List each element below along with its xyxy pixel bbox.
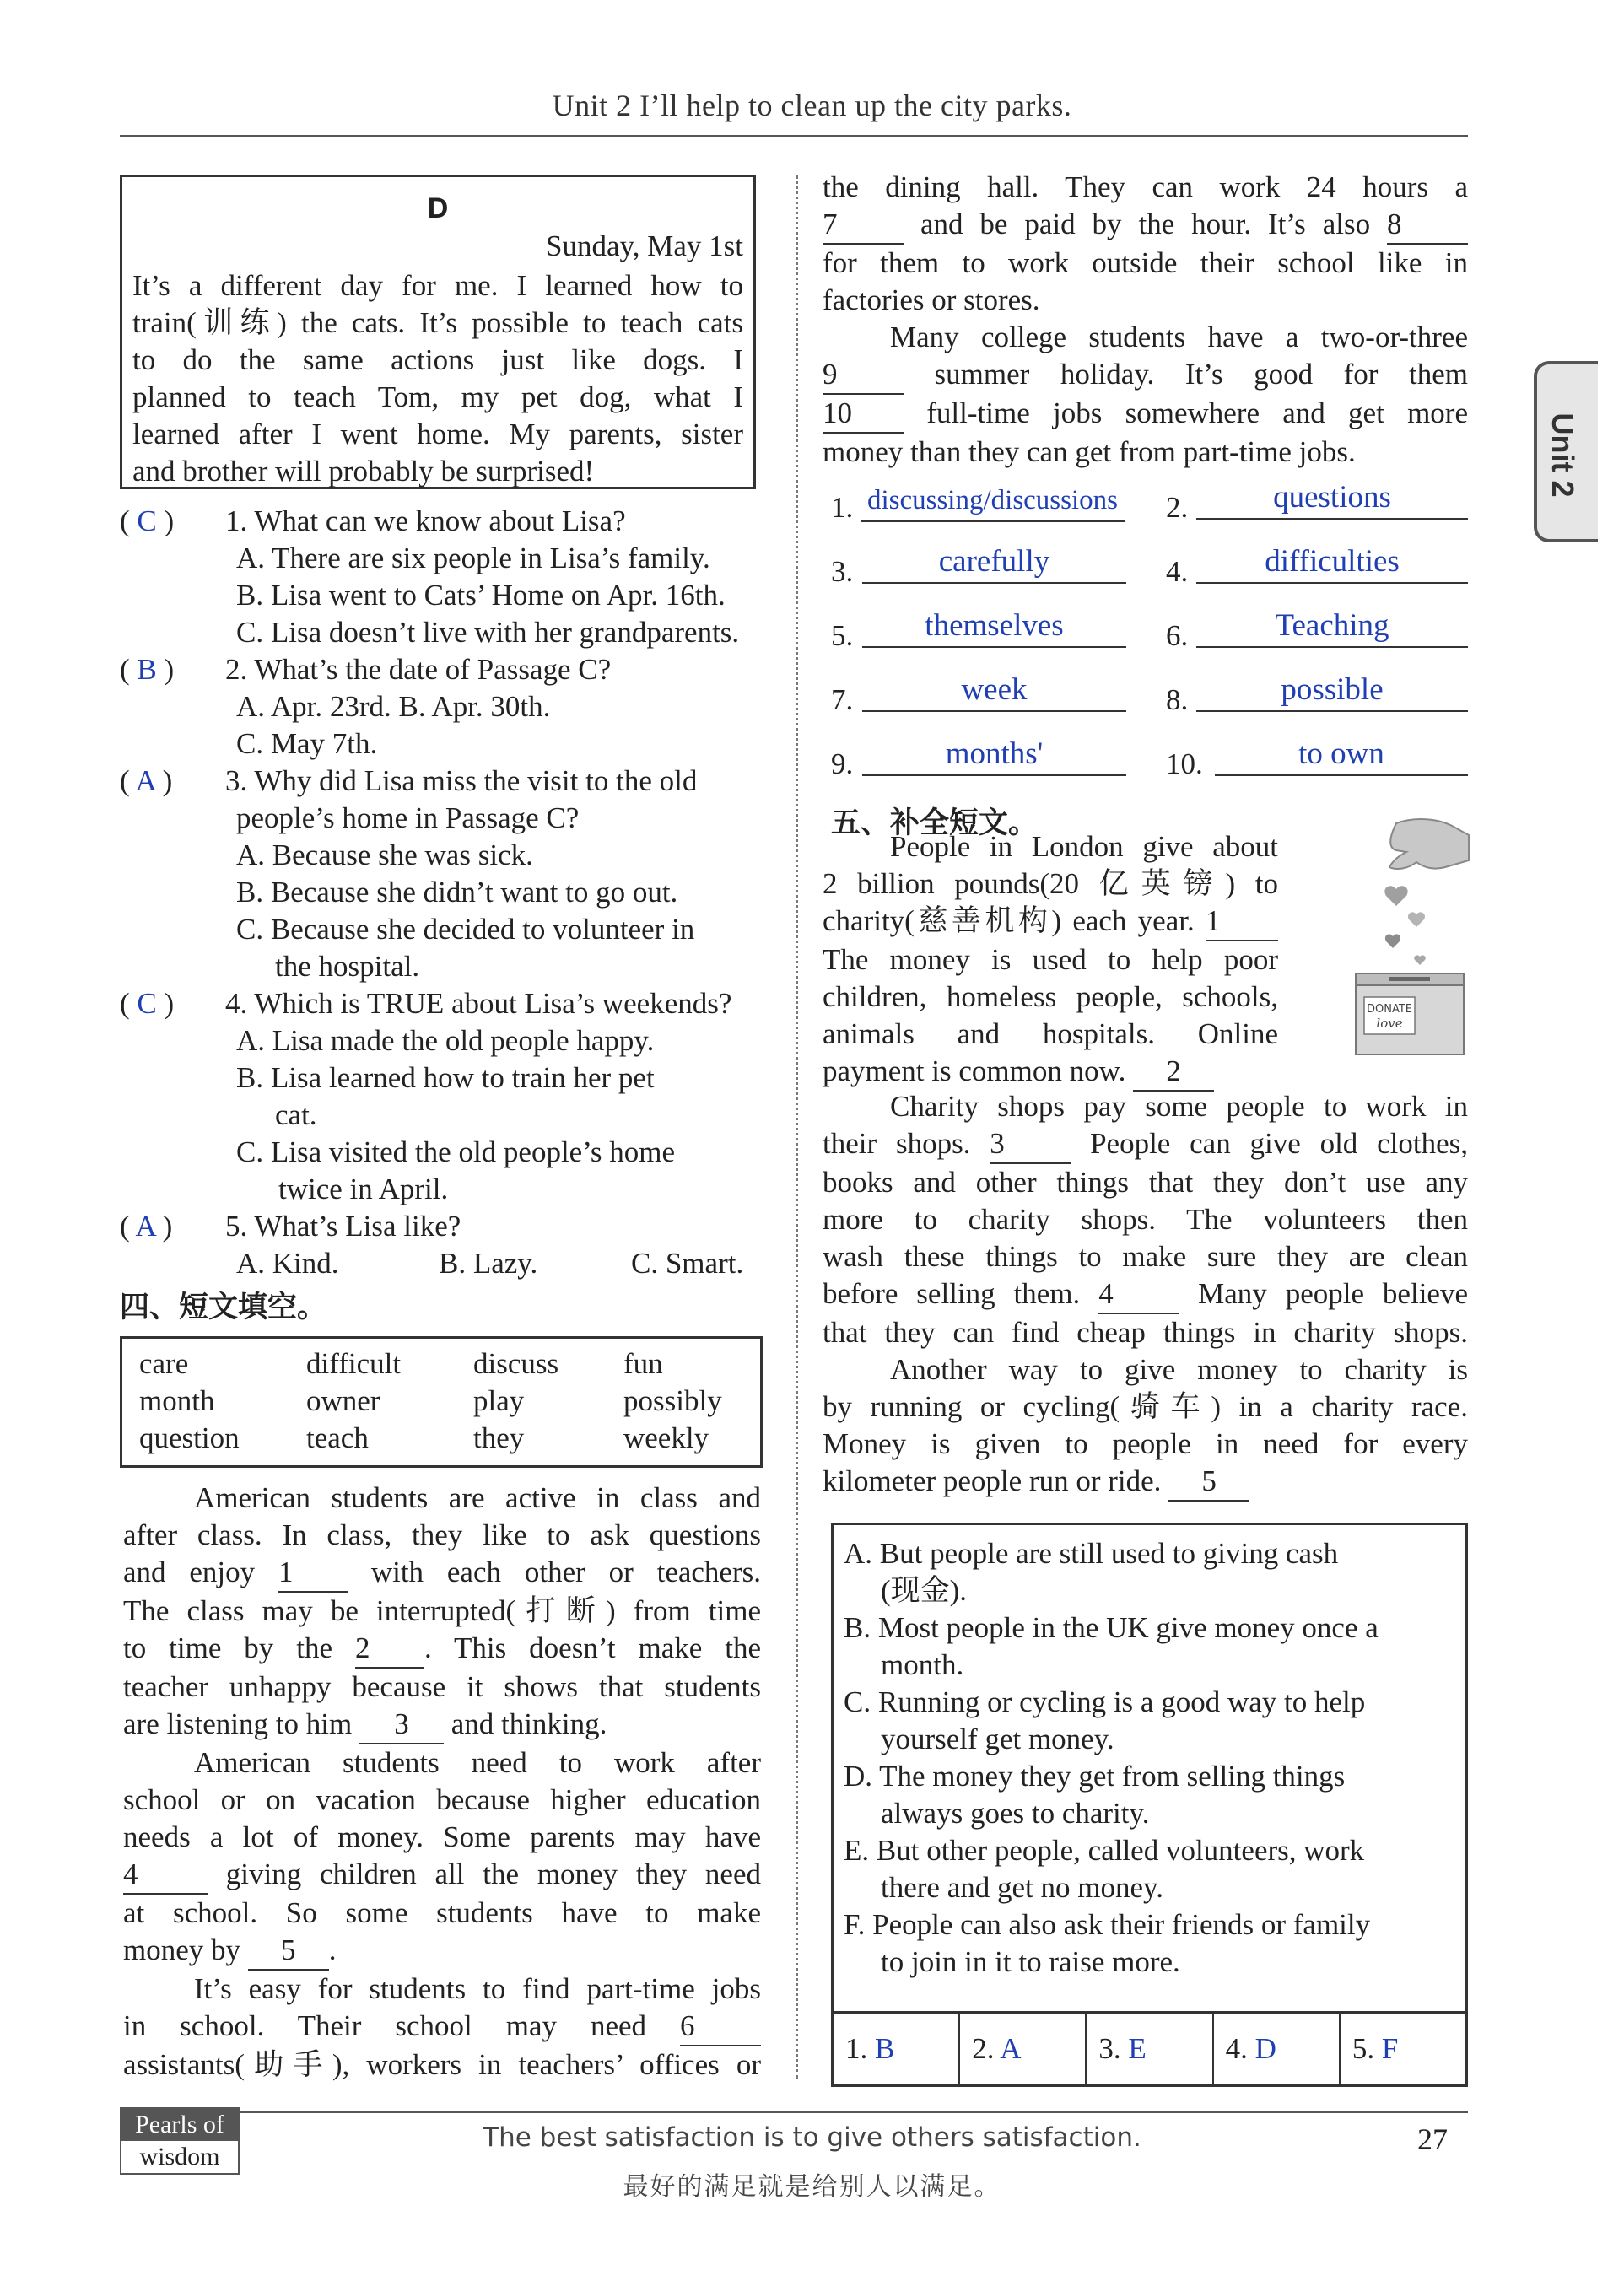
q1-option: A. There are six people in Lisa’s family.	[236, 542, 710, 574]
answer-line: discussing/discussions	[861, 483, 1125, 522]
answer-line: week	[862, 673, 1126, 712]
pearls-of-wisdom-badge: Pearls of wisdom	[120, 2107, 240, 2175]
heart-icon	[1385, 934, 1400, 948]
word-bank-item: care	[139, 1347, 189, 1380]
word-bank	[120, 1336, 763, 1468]
answer-mark: A	[135, 1210, 155, 1243]
question-5: ( A ) 5. What’s Lisa like?	[120, 1210, 461, 1243]
word-bank-item: they	[473, 1421, 525, 1454]
blank-4[interactable]: 4	[123, 1856, 208, 1895]
q3-option: the hospital.	[275, 950, 420, 983]
answer-mark: C	[137, 504, 157, 537]
blank-2[interactable]: 2	[355, 1630, 424, 1669]
answer-line: months'	[862, 737, 1126, 776]
donation-label-line-1: DONATE	[1366, 1003, 1413, 1016]
passage-4-left: American students are active in class and after class. In class, they like to ask questions and enjoy 1 with each other or teachers. The class may be interrupted(打断) from time to time by the 2 . This doesn’t make the teacher unhappy because it shows that students are listening to him 3 and thinking. American students need to work after school or on vacation because higher education needs a lot of money. Some parents may have 4 giving children all the money they need at school. So some students have to make money by 5 . It’s easy for students to find part-time jobs in school. Their school may need 6 assistants(助手), workers in teachers’ offices or	[123, 1481, 762, 2081]
word-bank-item: teach	[306, 1421, 369, 1454]
question-3: ( A ) 3. Why did Lisa miss the visit to the old	[120, 764, 698, 797]
option-b: B. Most people in the UK give money once a month.	[844, 1611, 1379, 1681]
answer-line: carefully	[862, 545, 1126, 584]
heart-icon	[1408, 912, 1425, 927]
option-d: D. The money they get from selling things always goes to charity.	[844, 1760, 1346, 1830]
page-number: 27	[1417, 2122, 1448, 2156]
answer-cell: 3. E	[1087, 2014, 1213, 2084]
word-bank-item: weekly	[623, 1421, 709, 1454]
word-bank-item: difficult	[306, 1347, 402, 1380]
column-divider	[796, 175, 798, 2079]
q3-option: C. Because she decided to volunteer in	[236, 913, 695, 946]
answer-line: themselves	[862, 609, 1126, 648]
q1-option: C. Lisa doesn’t live with her grandparents.	[236, 616, 740, 649]
footer-divider	[120, 2111, 1468, 2113]
answer-line: to own	[1215, 737, 1468, 776]
word-bank-item: possibly	[623, 1384, 722, 1417]
answer-line: difficulties	[1196, 545, 1468, 584]
q4-option: cat.	[275, 1098, 317, 1131]
header-divider	[120, 135, 1468, 137]
q2-option: C. May 7th.	[236, 727, 378, 760]
answer-num: 1.	[831, 491, 854, 524]
answer-num: 3.	[831, 555, 854, 588]
question-2: ( B ) 2. What’s the date of Passage C?	[120, 653, 612, 686]
answer-num: 9.	[831, 747, 854, 780]
q4-option: A. Lisa made the old people happy.	[236, 1024, 655, 1057]
answer-num: 5.	[831, 619, 854, 652]
answer-num: 10.	[1166, 747, 1203, 780]
passage-d-date: Sunday, May 1st	[546, 229, 743, 262]
q4-option: B. Lisa learned how to train her pet	[236, 1061, 655, 1094]
q5-option: A. Kind.	[236, 1247, 339, 1280]
motto-chinese: 最好的满足就是给别人以满足。	[623, 2172, 1001, 2202]
blank-7[interactable]: 7	[823, 206, 904, 245]
answer-num: 8.	[1166, 683, 1189, 716]
q3-option: B. Because she didn’t want to go out.	[236, 876, 678, 909]
word-bank-item: fun	[623, 1347, 663, 1380]
heart-icon	[1384, 886, 1407, 906]
unit-side-tab: Unit 2	[1534, 361, 1598, 542]
q4-option: twice in April.	[278, 1173, 449, 1205]
heart-icon	[1414, 955, 1426, 965]
blank-9[interactable]: 9	[823, 356, 904, 395]
blank-s5-2[interactable]: 2	[1133, 1053, 1214, 1092]
q1-option: B. Lisa went to Cats’ Home on Apr. 16th.	[236, 579, 726, 612]
answer-line: possible	[1196, 673, 1468, 712]
answer-num: 7.	[831, 683, 854, 716]
blank-s5-4[interactable]: 4	[1098, 1275, 1179, 1314]
option-a: A. But people are still used to giving cash (现金).	[844, 1537, 1339, 1607]
motto-english: The best satisfaction is to give others satisfaction.	[483, 2122, 1141, 2153]
answer-line: Teaching	[1196, 609, 1468, 648]
donate-box-illustration	[1346, 817, 1472, 1058]
q3-option: people’s home in Passage C?	[236, 801, 580, 834]
word-bank-item: play	[473, 1384, 525, 1417]
page-header-title: Unit 2 I’ll help to clean up the city parks.	[552, 89, 1072, 122]
blank-5[interactable]: 5	[248, 1932, 329, 1971]
blank-s5-5[interactable]: 5	[1168, 1463, 1249, 1502]
q2-option: A. Apr. 23rd. B. Apr. 30th.	[236, 690, 551, 723]
question-4: ( C ) 4. Which is TRUE about Lisa’s weekends?	[120, 987, 732, 1020]
passage-d-body: It’s a different day for me. I learned how to train(训练) the cats. It’s possible to teach cats to do the same actions just like dogs. I planned to teach Tom, my pet dog, what I learned after I went home. My parents, sister and brother will probably be surprised!	[132, 269, 743, 488]
q5-option: B. Lazy.	[439, 1247, 538, 1280]
question-1: ( C ) 1. What can we know about Lisa?	[120, 504, 626, 537]
q3-option: A. Because she was sick.	[236, 838, 533, 871]
word-bank-item: owner	[306, 1384, 380, 1417]
blank-10[interactable]: 10	[823, 395, 904, 434]
passage-d-title: D	[427, 192, 449, 224]
blank-1[interactable]: 1	[278, 1554, 348, 1593]
passage-d-box	[120, 175, 756, 489]
answer-num: 6.	[1166, 619, 1189, 652]
passage-5-body: Charity shops pay some people to work in their shops. 3 People can give old clothes, books and other things that they don’t use any more to charity shops. The volunteers then wash these things to make sure they are clean before selling them. 4 Many people believe that they can find cheap things in charity shops. Another way to give money to charity is by running or cycling(骑车) in a charity race. Money is given to people in need for every kilometer people run or ride. 5	[823, 1088, 1468, 1502]
section-4-heading: 四、短文填空。	[120, 1291, 327, 1324]
answer-grid	[831, 2011, 1468, 2087]
section-5-heading: 五、补全短文。	[831, 806, 1039, 840]
option-c: C. Running or cycling is a good way to help yourself get money.	[844, 1685, 1366, 1755]
answer-num: 2.	[1166, 491, 1189, 524]
blank-6[interactable]: 6	[680, 2008, 761, 2046]
donation-label-line-2: love	[1376, 1016, 1403, 1031]
passage-5-intro: People in London give about 2 billion pounds(20 亿英镑) to charity(慈善机构) each year. 1 The money is used to help poor children, homeless people, schools, animals and hospitals. Online payment is common now. 2	[823, 828, 1278, 1092]
word-bank-item: question	[139, 1421, 240, 1454]
answer-num: 4.	[1166, 555, 1189, 588]
option-e: E. But other people, called volunteers, work there and get no money.	[844, 1834, 1365, 1904]
blank-s5-3[interactable]: 3	[990, 1125, 1071, 1164]
passage-4-right: the dining hall. They can work 24 hours a 7 and be paid by the hour. It’s also 8 for them to work outside their school like in factories or stores. Many college students have a two-or-three 9 summer holiday. It’s good for them 10 full-time jobs somewhere and get more money than they can get from part-time jobs.	[823, 170, 1468, 468]
answer-mark: A	[135, 764, 155, 797]
q4-option: C. Lisa visited the old people’s home	[236, 1135, 676, 1168]
answer-cell: 2. A	[960, 2014, 1087, 2084]
blank-8[interactable]: 8	[1387, 206, 1468, 245]
options-box	[831, 1523, 1468, 2014]
answer-line: questions	[1196, 481, 1468, 520]
word-bank-item: discuss	[473, 1347, 559, 1380]
q5-option: C. Smart.	[631, 1247, 744, 1280]
donation-box-slot	[1389, 977, 1430, 981]
hand-icon	[1389, 819, 1469, 869]
word-bank-item: month	[139, 1384, 215, 1417]
blank-s5-1[interactable]: 1	[1206, 903, 1278, 941]
answer-mark: B	[137, 653, 157, 686]
answer-cell: 4. D	[1214, 2014, 1341, 2084]
answer-cell: 5. F	[1352, 2032, 1399, 2065]
option-f: F. People can also ask their friends or family to join in it to raise more.	[844, 1908, 1371, 1978]
answer-mark: C	[137, 987, 157, 1020]
answer-cell: 1. B	[834, 2014, 960, 2084]
blank-3[interactable]: 3	[359, 1706, 444, 1744]
